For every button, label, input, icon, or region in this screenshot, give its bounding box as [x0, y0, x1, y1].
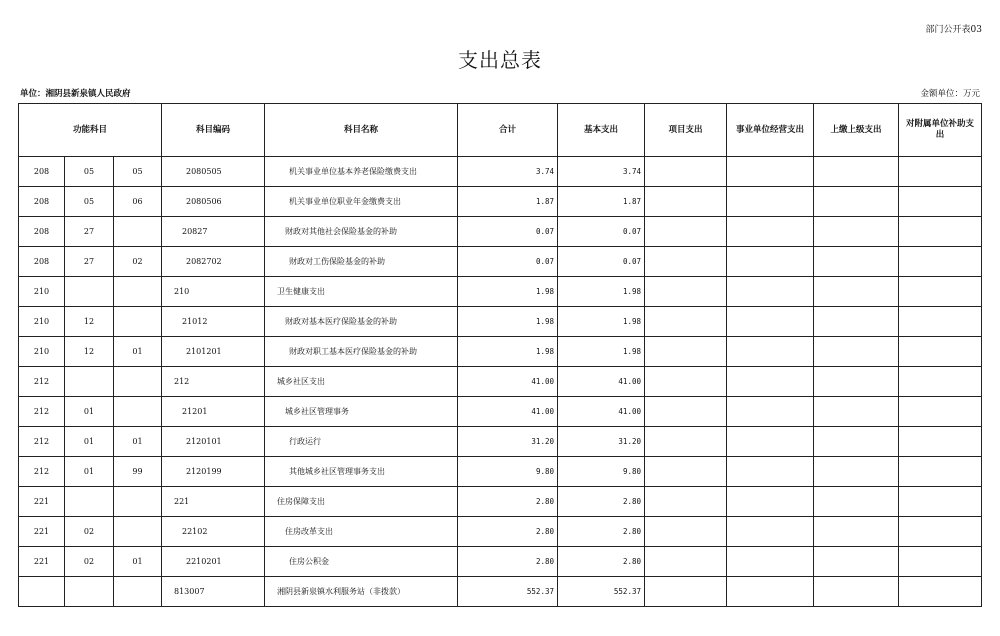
- cell-project: [645, 217, 727, 247]
- cell-business: [727, 487, 814, 517]
- table-row: [19, 577, 982, 607]
- cell-project: [645, 367, 727, 397]
- cell-total: 2.80: [458, 547, 558, 577]
- cell-subsidy: [899, 427, 982, 457]
- cell-subsidy: [899, 277, 982, 307]
- cell-name: 湘阴县新泉镇水利服务站（非拨款）: [265, 577, 458, 607]
- cell-name: 住房公积金: [265, 547, 458, 577]
- cell-project: [645, 157, 727, 187]
- cell-total: 552.37: [458, 577, 558, 607]
- unit-label: 单位：湘阴县新泉镇人民政府: [20, 89, 131, 99]
- cell-total: 9.80: [458, 457, 558, 487]
- table-header-row: [19, 104, 982, 157]
- cell-subsidy: [899, 457, 982, 487]
- cell-total: 2.80: [458, 517, 558, 547]
- header-name: 科目名称: [265, 104, 458, 157]
- cell-basic: 41.00: [558, 367, 645, 397]
- cell-category: 210: [19, 277, 65, 307]
- cell-name: 财政对职工基本医疗保险基金的补助: [265, 337, 458, 367]
- cell-basic: 1.87: [558, 187, 645, 217]
- cell-code: 221: [162, 487, 265, 517]
- header-func: 功能科目: [19, 104, 162, 157]
- cell-subsidy: [899, 307, 982, 337]
- cell-upper: [814, 487, 899, 517]
- cell-project: [645, 337, 727, 367]
- cell-subsidy: [899, 577, 982, 607]
- cell-business: [727, 187, 814, 217]
- cell-subcategory: 27: [65, 217, 114, 247]
- cell-total: 1.98: [458, 337, 558, 367]
- cell-upper: [814, 277, 899, 307]
- cell-item: [114, 577, 162, 607]
- cell-upper: [814, 217, 899, 247]
- header-project: 项目支出: [645, 104, 727, 157]
- cell-category: [19, 577, 65, 607]
- cell-basic: 2.80: [558, 517, 645, 547]
- cell-total: 3.74: [458, 157, 558, 187]
- cell-project: [645, 247, 727, 277]
- table-row: [19, 397, 982, 427]
- cell-upper: [814, 247, 899, 277]
- cell-project: [645, 577, 727, 607]
- header-basic: 基本支出: [558, 104, 645, 157]
- cell-code: 20827: [162, 217, 265, 247]
- cell-item: [114, 367, 162, 397]
- cell-code: 813007: [162, 577, 265, 607]
- cell-upper: [814, 547, 899, 577]
- cell-code: 2080506: [162, 187, 265, 217]
- table-row: [19, 157, 982, 187]
- cell-subcategory: [65, 487, 114, 517]
- cell-category: 221: [19, 547, 65, 577]
- cell-subcategory: [65, 277, 114, 307]
- cell-basic: 552.37: [558, 577, 645, 607]
- cell-code: 2101201: [162, 337, 265, 367]
- cell-upper: [814, 337, 899, 367]
- cell-subcategory: 05: [65, 187, 114, 217]
- cell-total: 1.98: [458, 307, 558, 337]
- cell-code: 21201: [162, 397, 265, 427]
- cell-item: [114, 307, 162, 337]
- table-row: [19, 337, 982, 367]
- cell-name: 行政运行: [265, 427, 458, 457]
- cell-item: [114, 397, 162, 427]
- cell-basic: 31.20: [558, 427, 645, 457]
- cell-category: 212: [19, 457, 65, 487]
- cell-code: 2210201: [162, 547, 265, 577]
- cell-business: [727, 307, 814, 337]
- table-row: [19, 547, 982, 577]
- cell-project: [645, 307, 727, 337]
- form-number: 部门公开表03: [925, 25, 982, 35]
- cell-upper: [814, 187, 899, 217]
- header-business: 事业单位经营支出: [727, 104, 814, 157]
- cell-category: 212: [19, 427, 65, 457]
- cell-upper: [814, 457, 899, 487]
- cell-total: 2.80: [458, 487, 558, 517]
- cell-category: 221: [19, 517, 65, 547]
- cell-subsidy: [899, 367, 982, 397]
- cell-name: 住房改革支出: [265, 517, 458, 547]
- cell-category: 210: [19, 337, 65, 367]
- cell-project: [645, 487, 727, 517]
- cell-subsidy: [899, 487, 982, 517]
- cell-business: [727, 397, 814, 427]
- cell-total: 1.87: [458, 187, 558, 217]
- cell-item: [114, 277, 162, 307]
- header-total: 合计: [458, 104, 558, 157]
- cell-basic: 2.80: [558, 547, 645, 577]
- expenditure-table: [18, 103, 982, 607]
- cell-item: 01: [114, 427, 162, 457]
- cell-total: 41.00: [458, 397, 558, 427]
- cell-business: [727, 367, 814, 397]
- table-row: [19, 457, 982, 487]
- cell-item: 05: [114, 157, 162, 187]
- cell-basic: 0.07: [558, 217, 645, 247]
- cell-project: [645, 517, 727, 547]
- cell-category: 210: [19, 307, 65, 337]
- cell-upper: [814, 427, 899, 457]
- table-row: [19, 187, 982, 217]
- cell-project: [645, 397, 727, 427]
- cell-subsidy: [899, 397, 982, 427]
- cell-basic: 0.07: [558, 247, 645, 277]
- cell-item: [114, 217, 162, 247]
- cell-business: [727, 457, 814, 487]
- header-upper: 上缴上级支出: [814, 104, 899, 157]
- cell-business: [727, 277, 814, 307]
- cell-code: 2120199: [162, 457, 265, 487]
- cell-upper: [814, 157, 899, 187]
- cell-item: 01: [114, 337, 162, 367]
- cell-name: 城乡社区支出: [265, 367, 458, 397]
- cell-upper: [814, 367, 899, 397]
- cell-code: 212: [162, 367, 265, 397]
- cell-business: [727, 247, 814, 277]
- cell-subcategory: [65, 577, 114, 607]
- table-row: [19, 517, 982, 547]
- cell-business: [727, 427, 814, 457]
- table-row: [19, 277, 982, 307]
- amount-unit-label: 金额单位：万元: [920, 89, 980, 99]
- cell-name: 财政对基本医疗保险基金的补助: [265, 307, 458, 337]
- cell-category: 208: [19, 217, 65, 247]
- cell-name: 城乡社区管理事务: [265, 397, 458, 427]
- header-code: 科目编码: [162, 104, 265, 157]
- cell-upper: [814, 577, 899, 607]
- cell-upper: [814, 397, 899, 427]
- cell-total: 41.00: [458, 367, 558, 397]
- cell-name: 机关事业单位职业年金缴费支出: [265, 187, 458, 217]
- cell-name: 其他城乡社区管理事务支出: [265, 457, 458, 487]
- cell-upper: [814, 307, 899, 337]
- cell-category: 212: [19, 397, 65, 427]
- cell-category: 208: [19, 247, 65, 277]
- cell-category: 208: [19, 157, 65, 187]
- cell-name: 卫生健康支出: [265, 277, 458, 307]
- table-row: [19, 367, 982, 397]
- cell-project: [645, 187, 727, 217]
- cell-business: [727, 577, 814, 607]
- cell-subcategory: 12: [65, 307, 114, 337]
- table-row: [19, 307, 982, 337]
- table-row: [19, 247, 982, 277]
- cell-project: [645, 277, 727, 307]
- cell-basic: 9.80: [558, 457, 645, 487]
- cell-code: 22102: [162, 517, 265, 547]
- cell-subsidy: [899, 517, 982, 547]
- cell-subcategory: [65, 367, 114, 397]
- cell-total: 0.07: [458, 247, 558, 277]
- cell-business: [727, 157, 814, 187]
- cell-subcategory: 01: [65, 427, 114, 457]
- cell-basic: 2.80: [558, 487, 645, 517]
- cell-name: 机关事业单位基本养老保险缴费支出: [265, 157, 458, 187]
- cell-item: 01: [114, 547, 162, 577]
- cell-category: 208: [19, 187, 65, 217]
- cell-code: 2120101: [162, 427, 265, 457]
- cell-business: [727, 217, 814, 247]
- table-row: [19, 427, 982, 457]
- cell-category: 221: [19, 487, 65, 517]
- cell-total: 1.98: [458, 277, 558, 307]
- cell-basic: 1.98: [558, 337, 645, 367]
- cell-basic: 41.00: [558, 397, 645, 427]
- cell-basic: 1.98: [558, 307, 645, 337]
- cell-item: 99: [114, 457, 162, 487]
- header-subsidy: 对附属单位补助支出: [899, 104, 982, 157]
- cell-subsidy: [899, 337, 982, 367]
- cell-project: [645, 427, 727, 457]
- cell-item: [114, 487, 162, 517]
- cell-code: 21012: [162, 307, 265, 337]
- cell-name: 住房保障支出: [265, 487, 458, 517]
- cell-project: [645, 457, 727, 487]
- cell-subcategory: 05: [65, 157, 114, 187]
- cell-total: 31.20: [458, 427, 558, 457]
- cell-item: 06: [114, 187, 162, 217]
- cell-subcategory: 02: [65, 517, 114, 547]
- cell-subsidy: [899, 247, 982, 277]
- cell-subsidy: [899, 187, 982, 217]
- cell-business: [727, 547, 814, 577]
- cell-item: [114, 517, 162, 547]
- cell-basic: 1.98: [558, 277, 645, 307]
- cell-basic: 3.74: [558, 157, 645, 187]
- cell-subsidy: [899, 157, 982, 187]
- page-title: 支出总表: [458, 48, 542, 72]
- cell-subcategory: 12: [65, 337, 114, 367]
- cell-item: 02: [114, 247, 162, 277]
- cell-code: 2080505: [162, 157, 265, 187]
- table-row: [19, 487, 982, 517]
- cell-name: 财政对工伤保险基金的补助: [265, 247, 458, 277]
- cell-subcategory: 01: [65, 397, 114, 427]
- cell-upper: [814, 517, 899, 547]
- cell-code: 2082702: [162, 247, 265, 277]
- table-row: [19, 217, 982, 247]
- cell-total: 0.07: [458, 217, 558, 247]
- cell-subsidy: [899, 217, 982, 247]
- cell-subsidy: [899, 547, 982, 577]
- cell-project: [645, 547, 727, 577]
- cell-name: 财政对其他社会保险基金的补助: [265, 217, 458, 247]
- cell-subcategory: 02: [65, 547, 114, 577]
- cell-business: [727, 337, 814, 367]
- cell-category: 212: [19, 367, 65, 397]
- cell-subcategory: 01: [65, 457, 114, 487]
- cell-subcategory: 27: [65, 247, 114, 277]
- cell-business: [727, 517, 814, 547]
- cell-code: 210: [162, 277, 265, 307]
